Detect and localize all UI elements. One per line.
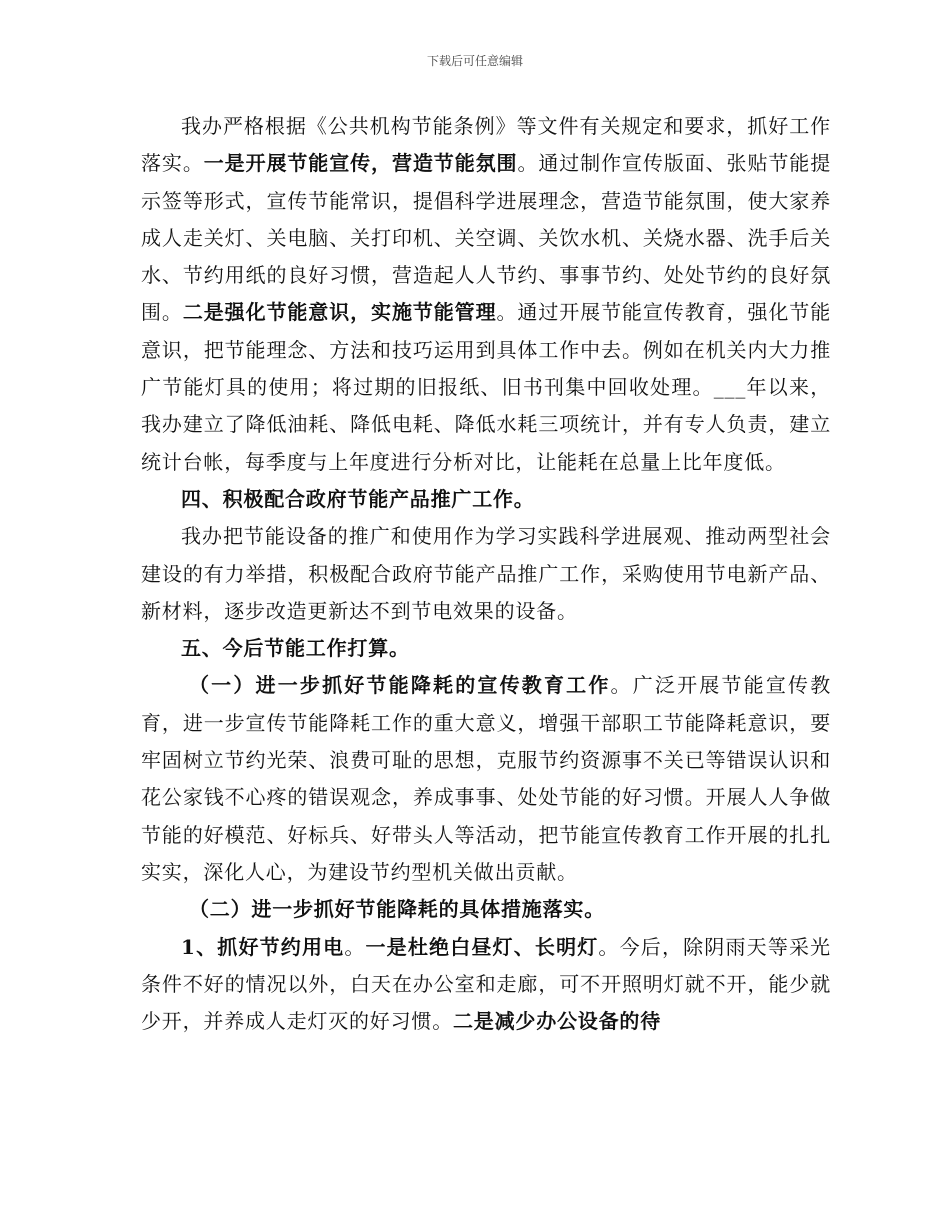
subsection-heading: （一）进一步抓好节能降耗的宣传教育工作 <box>189 673 611 698</box>
section-4-text: 我办把节能设备的推广和使用作为学习实践科学进展观、推动两型社会建设的有力举措，积极配合政府节能产品推广工作，采购使用节电新产品、新材料，逐步改造更新达不到节电效果的设备。 <box>141 524 831 623</box>
paragraph-text: 。广泛开展节能宣传教育，进一步宣传节能降耗工作的重大意义，增强干部职工节能降耗意识，要牢固树立节约光荣、浪费可耻的思想，克服节约资源事不关已等错误认识和花公家钱不心疼的错误观念，养成事事、处处节能的好习惯。开展人人争做节能的好模范、好标兵、好带头人等活动，把节能宣传教育工作开展的扎扎实实，深化人心，为建设节约型机关做出贡献。 <box>141 673 832 884</box>
paragraph-text: 我办严格根据《公共机构节能条例》等文件有关规定和要求，抓好工作落实。 <box>141 114 831 176</box>
page-header: 下载后可任意编辑 <box>426 54 523 68</box>
bold-phrase: 二是强化节能意识，实施节能管理 <box>182 300 497 325</box>
document-body <box>141 108 831 1040</box>
item-heading: 1、抓好节约用电 <box>181 934 345 959</box>
bold-phrase: 一是杜绝白昼灯、长明灯 <box>365 934 599 959</box>
paragraph-text: 。 <box>344 934 366 959</box>
paragraph-text: 。通过制作宣传版面、张贴节能提示签等形式，宣传节能常识，提倡科学进展理念，营造节能氛围，使大家养成人走关灯、关电脑、关打印机、关空调、关饮水机、关烧水器、洗手后关水、节约用纸的良好习惯，营造起人人节约、事事节约、处处节约的良好氛围。 <box>141 151 832 325</box>
bold-phrase: 一是开展节能宣传，营造节能氛围 <box>203 151 518 176</box>
paragraph-text: 。通过开展节能宣传教育，强化节能意识，把节能理念、方法和技巧运用到具体工作中去。例如在机关内大力推广节能灯具的使用；将过期的旧报纸、旧书刊集中回收处理。___年以来，我办建立了降低油耗、降低电耗、降低水耗三项统计，并有专人负责，建立统计台帐，每季度与上年度进行分析对比，让能耗在总量上比年度低。 <box>141 300 831 474</box>
section-heading-5: 五、今后节能工作打算。 <box>181 636 410 661</box>
paragraph-text: 。今后，除阴雨天等采光条件不好的情况以外，白天在办公室和走廊，可不开照明灯就不开，能少就少开，并养成人走灯灭的好习惯。 <box>141 934 831 1034</box>
paragraph-energy-measures <box>141 108 831 481</box>
bold-phrase: 二是减少办公设备的待 <box>453 1009 661 1034</box>
item-1 <box>141 929 831 1041</box>
subsection-1 <box>141 667 831 891</box>
subsection-2-heading: （二）进一步抓好节能降耗的具体措施落实。 <box>189 897 605 922</box>
section-heading-4: 四、积极配合政府节能产品推广工作。 <box>181 486 535 511</box>
